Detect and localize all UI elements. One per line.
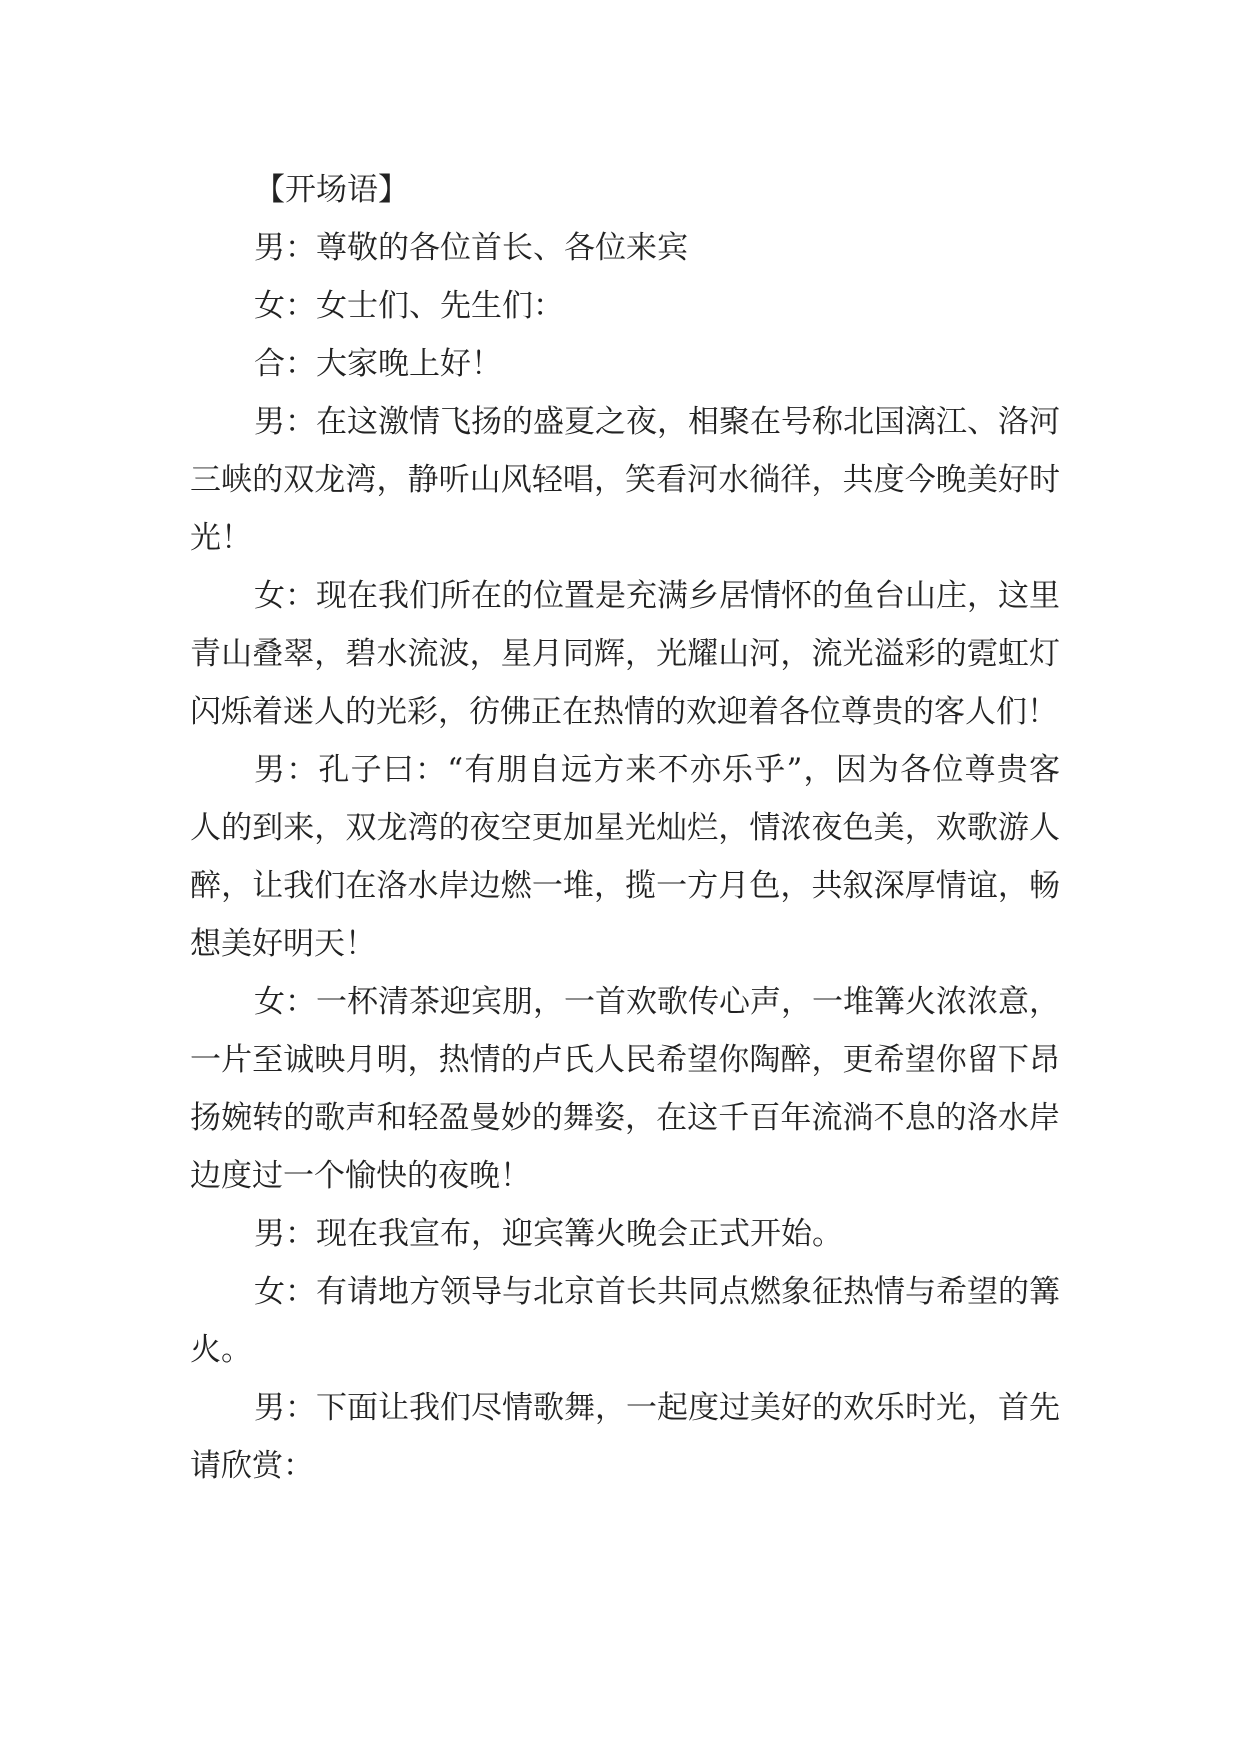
section-heading: 【开场语】 — [254, 172, 409, 208]
paragraph: 男：尊敬的各位首长、各位来宾 — [254, 230, 688, 266]
document-body — [190, 161, 1060, 1495]
paragraph: 男：孔子曰：“有朋自远方来不亦乐乎”，因为各位尊贵客人的到来，双龙湾的夜空更加星光灿烂，情浓夜色美，欢歌游人醉，让我们在洛水岸边燃一堆，揽一方月色，共叙深厚情谊，畅想美好明天！ — [190, 752, 1060, 962]
paragraph: 男：现在我宣布，迎宾篝火晚会正式开始。 — [254, 1216, 843, 1252]
paragraph: 女：有请地方领导与北京首长共同点燃象征热情与希望的篝火。 — [190, 1274, 1060, 1368]
paragraph: 女：一杯清茶迎宾朋，一首欢歌传心声，一堆篝火浓浓意，一片至诚映月明，热情的卢氏人民希望你陶醉，更希望你留下昂扬婉转的歌声和轻盈曼妙的舞姿，在这千百年流淌不息的洛水岸边度过一个愉快的夜晚！ — [190, 984, 1060, 1194]
paragraph: 男：下面让我们尽情歌舞，一起度过美好的欢乐时光，首先请欣赏： — [190, 1390, 1060, 1484]
paragraph: 女：女士们、先生们： — [254, 288, 564, 324]
paragraph: 男：在这激情飞扬的盛夏之夜，相聚在号称北国漓江、洛河三峡的双龙湾，静听山风轻唱，笑看河水徜徉，共度今晚美好时光！ — [190, 404, 1060, 556]
paragraph: 女：现在我们所在的位置是充满乡居情怀的鱼台山庄，这里青山叠翠，碧水流波，星月同辉，光耀山河，流光溢彩的霓虹灯闪烁着迷人的光彩，彷佛正在热情的欢迎着各位尊贵的客人们！ — [190, 578, 1060, 730]
paragraph: 合：大家晚上好！ — [254, 346, 502, 382]
